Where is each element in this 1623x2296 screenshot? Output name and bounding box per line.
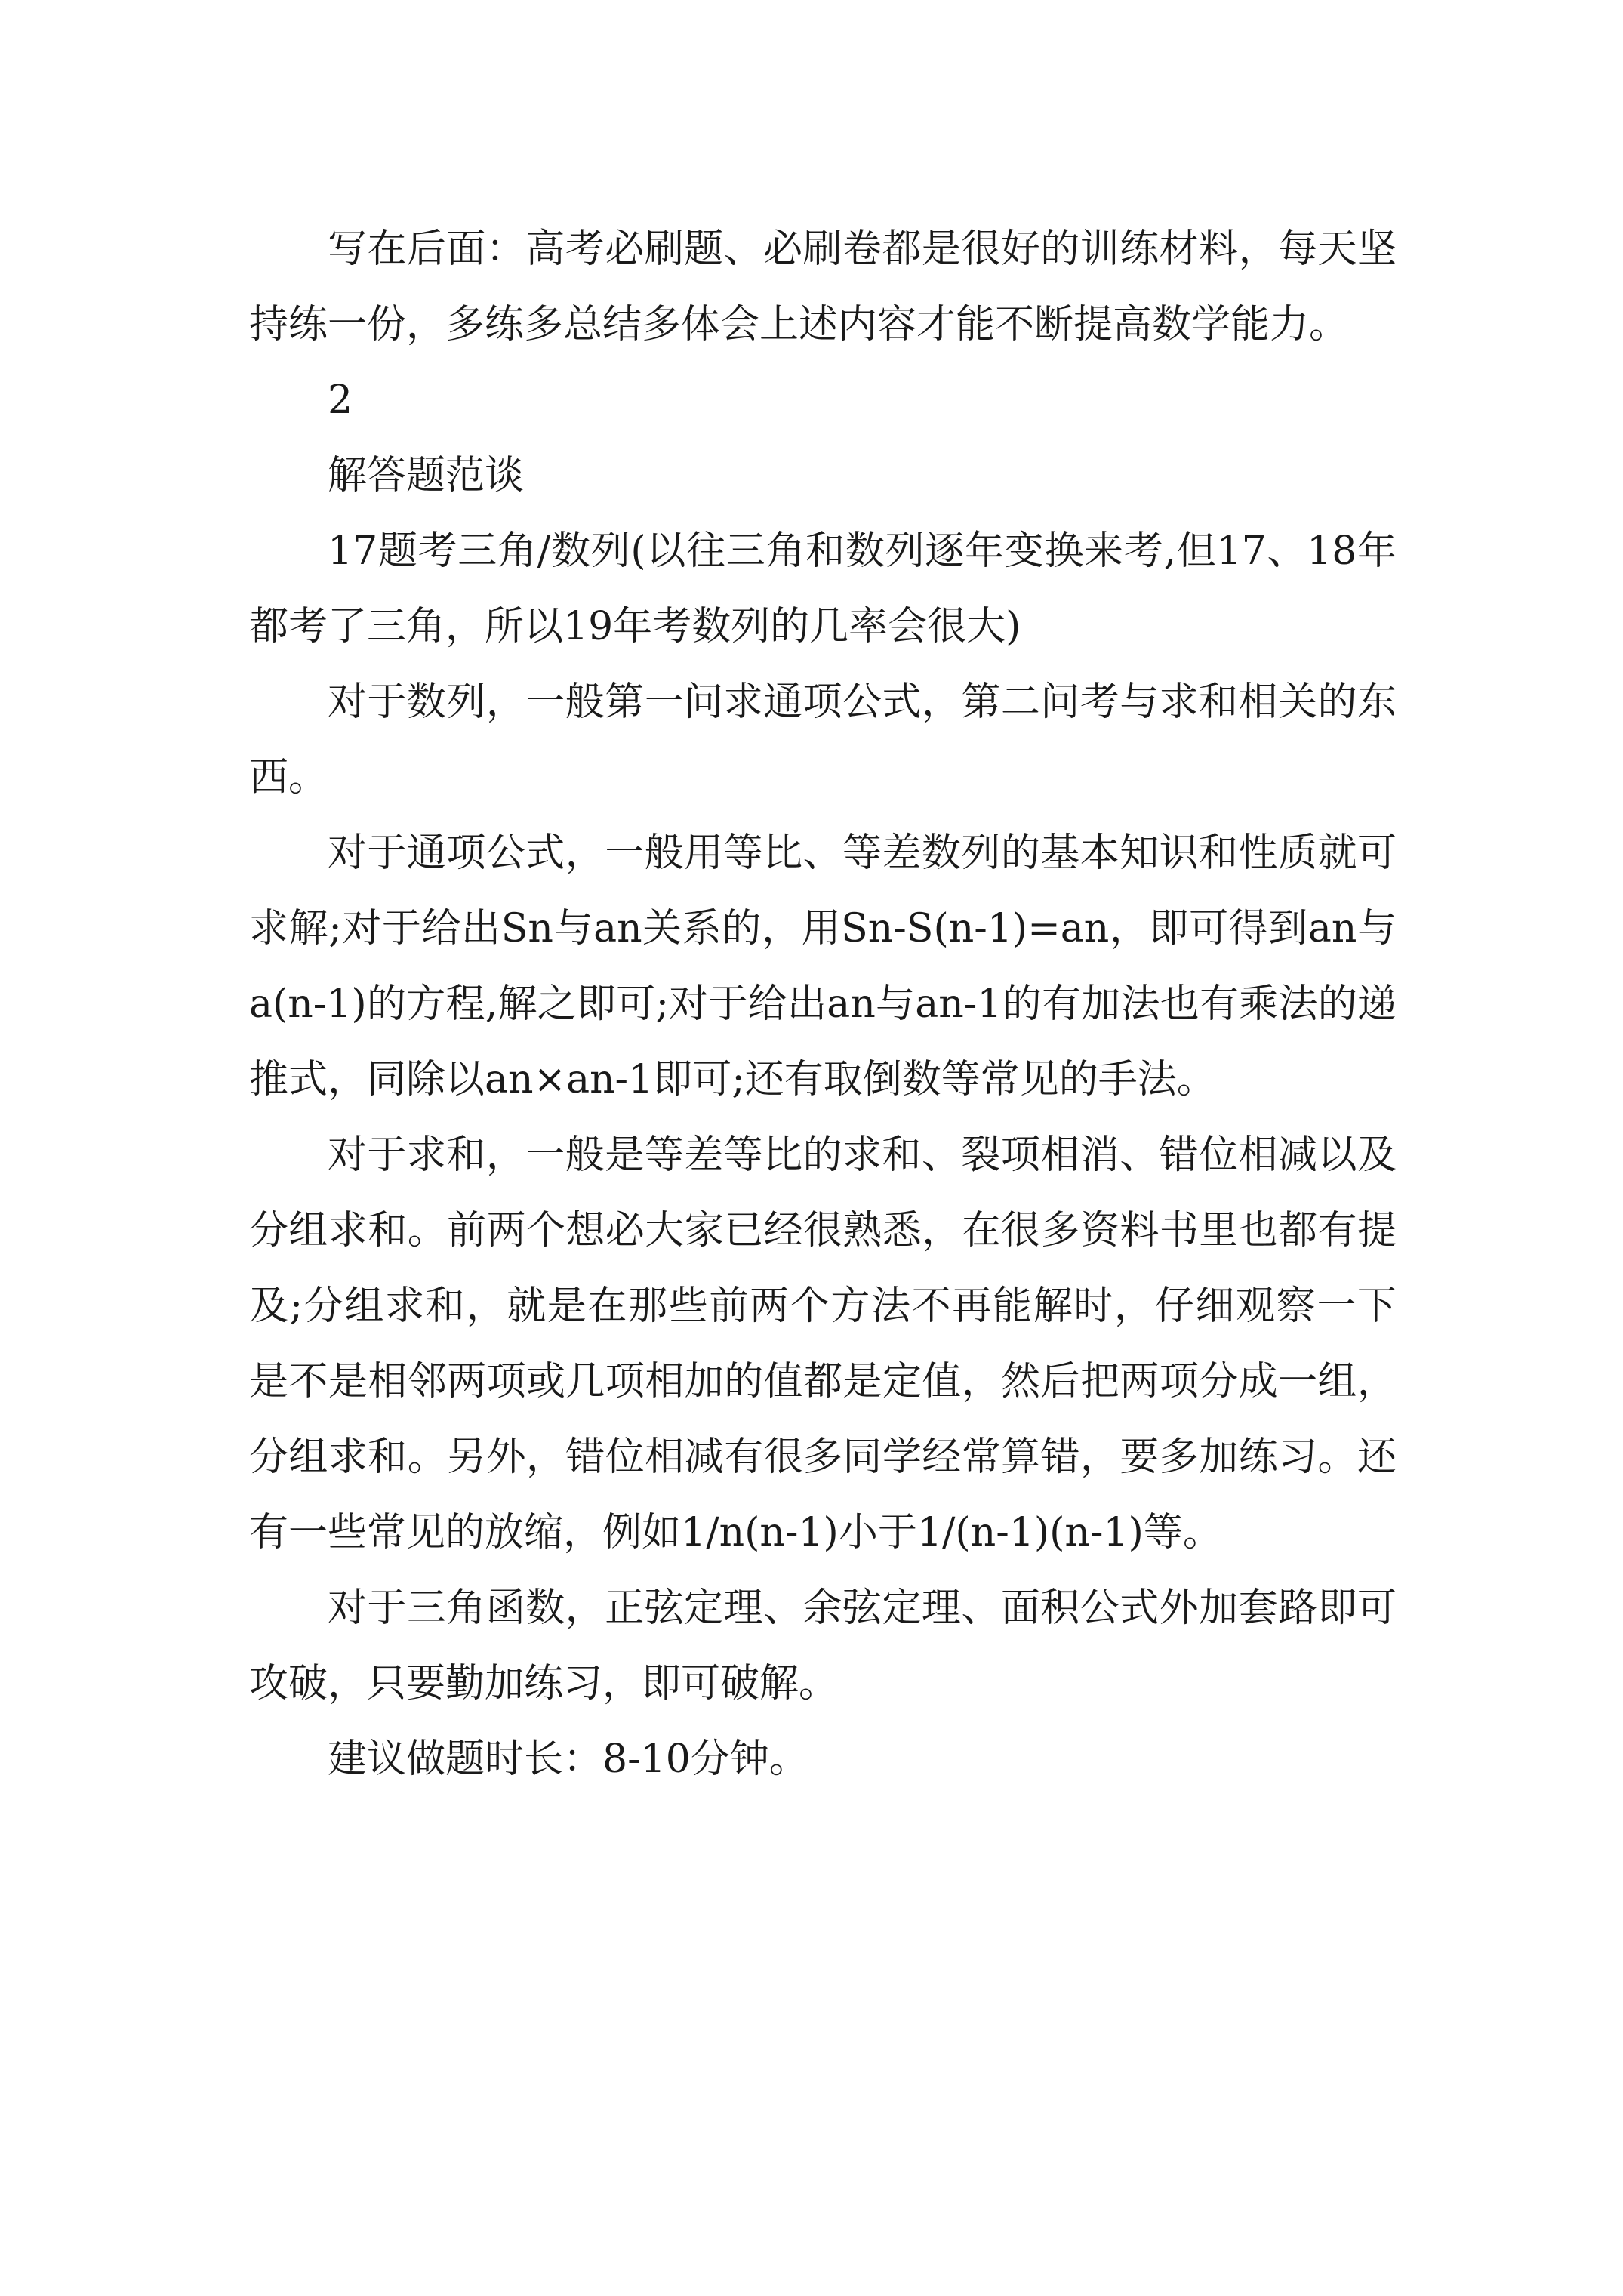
section-heading: 解答题范谈 — [328, 453, 525, 498]
paragraph-trigonometry: 对于三角函数，正弦定理、余弦定理、面积公式外加套路即可攻破，只要勤加练习，即可破解。 — [249, 1586, 1397, 1706]
paragraph-closing-note: 写在后面：高考必刷题、必刷卷都是很好的训练材料，每天坚持练一份，多练多总结多体会上述内容才能不断提高数学能力。 — [249, 227, 1397, 347]
document-body — [249, 211, 1397, 1797]
paragraph-question-17: 17题考三角/数列(以往三角和数列逐年变换来考,但17、18年都考了三角，所以19年考数列的几率会很大) — [249, 529, 1397, 649]
paragraph-time-advice: 建议做题时长：8-10分钟。 — [328, 1737, 808, 1782]
paragraph-sequences: 对于数列，一般第一问求通项公式，第二问考与求和相关的东西。 — [249, 680, 1397, 800]
section-number: 2 — [328, 378, 353, 423]
paragraph-general-term: 对于通项公式，一般用等比、等差数列的基本知识和性质就可求解;对于给出Sn与an关系的，用Sn-S(n-1)=an，即可得到an与a(n-1)的方程,解之即可;对于给出an与an-1的有加法也有乘法的递推式，同除以an×an-1即可;还有取倒数等常见的手法。 — [249, 831, 1397, 1102]
paragraph-summation: 对于求和，一般是等差等比的求和、裂项相消、错位相减以及分组求和。前两个想必大家已经很熟悉，在很多资料书里也都有提及;分组求和，就是在那些前两个方法不再能解时，仔细观察一下是不是相邻两项或几项相加的值都是定值，然后把两项分成一组，分组求和。另外，错位相减有很多同学经常算错，要多加练习。还有一些常见的放缩，例如1/n(n-1)小于1/(n-1)(n-1)等。 — [249, 1133, 1397, 1555]
